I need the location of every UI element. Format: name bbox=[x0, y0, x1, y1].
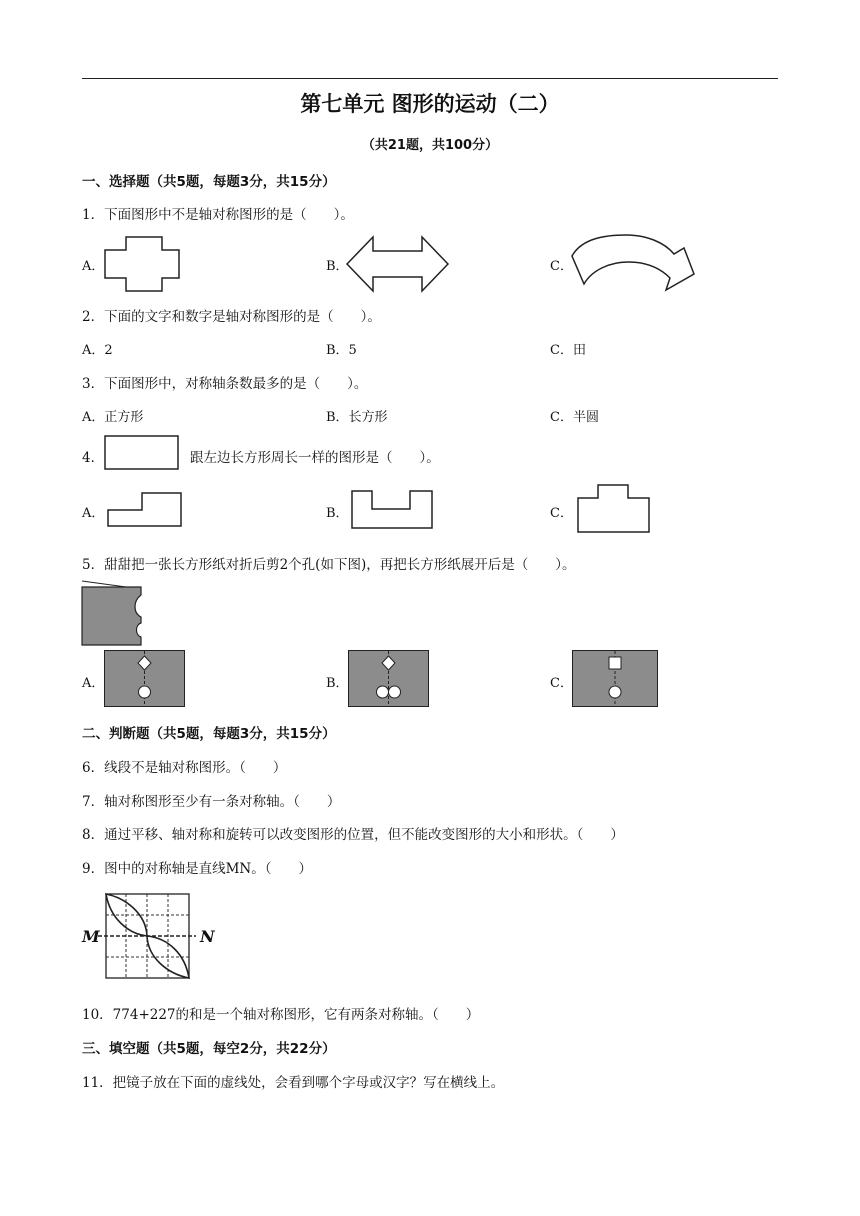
q5-option-a-paper bbox=[104, 650, 186, 708]
q4-step-shape bbox=[106, 491, 184, 529]
q1-option-a-label: A． bbox=[82, 259, 105, 274]
q4-number: 4． bbox=[82, 450, 105, 466]
section-heading-judge: 二、判断题（共5题，每题3分，共15分） bbox=[82, 726, 336, 742]
q4-option-c-label: C． bbox=[550, 506, 573, 521]
q1-option-b-label: B． bbox=[326, 259, 349, 274]
q2-option-c: C．田 bbox=[550, 343, 586, 358]
q4-notch-shape bbox=[350, 489, 434, 531]
header-rule bbox=[82, 78, 778, 79]
question-8: 8．通过平移、轴对称和旋转可以改变图形的位置，但不能改变图形的大小和形状。（ ） bbox=[82, 827, 624, 843]
question-7: 7．轴对称图形至少有一条对称轴。（ ） bbox=[82, 794, 341, 810]
q4-raised-shape bbox=[576, 483, 652, 535]
q1-cross-shape bbox=[104, 236, 184, 292]
q3-option-c: C．半圆 bbox=[550, 410, 599, 425]
question-1: 1．下面图形中不是轴对称图形的是（ ）。 bbox=[82, 207, 354, 223]
question-4: 跟左边长方形周长一样的图形是（ ）。 bbox=[190, 450, 440, 466]
page-subtitle: （共21题，共100分） bbox=[361, 138, 499, 153]
q5-option-a-label: A． bbox=[82, 676, 105, 691]
question-9: 9．图中的对称轴是直线MN。（ ） bbox=[82, 861, 312, 877]
q1-option-c-label: C． bbox=[550, 259, 573, 274]
q9-label-m: M bbox=[82, 927, 100, 946]
q5-option-c-label: C． bbox=[550, 676, 573, 691]
q4-option-a-label: A． bbox=[82, 506, 105, 521]
q2-option-b: B．5 bbox=[326, 343, 357, 358]
section-heading-fill: 三、填空题（共5题，每空2分，共22分） bbox=[82, 1041, 336, 1057]
q9-label-n: N bbox=[200, 927, 215, 946]
q4-reference-rectangle bbox=[104, 435, 180, 471]
q2-option-a: A．2 bbox=[82, 343, 113, 358]
q5-option-c-paper bbox=[572, 650, 660, 708]
q5-folded-paper bbox=[81, 579, 153, 647]
question-10: 10．774+227的和是一个轴对称图形，它有两条对称轴。（ ） bbox=[82, 1007, 480, 1023]
q4-option-b-label: B． bbox=[326, 506, 349, 521]
question-11: 11．把镜子放在下面的虚线处，会看到哪个字母或汉字？写在横线上。 bbox=[82, 1075, 505, 1091]
q3-option-a: A．正方形 bbox=[82, 410, 144, 425]
page-title: 第七单元 图形的运动（二） bbox=[300, 92, 560, 116]
q3-option-b: B．长方形 bbox=[326, 410, 388, 425]
question-3: 3．下面图形中，对称轴条数最多的是（ ）。 bbox=[82, 376, 368, 392]
q5-option-b-label: B． bbox=[326, 676, 349, 691]
q5-option-b-paper bbox=[348, 650, 430, 708]
q9-grid-figure bbox=[82, 892, 222, 982]
q1-double-arrow-shape bbox=[346, 236, 450, 292]
section-heading-choice: 一、选择题（共5题，每题3分，共15分） bbox=[82, 174, 336, 190]
question-2: 2．下面的文字和数字是轴对称图形的是（ ）。 bbox=[82, 309, 381, 325]
question-5: 5．甜甜把一张长方形纸对折后剪2个孔(如下图)，再把长方形纸展开后是（ ）。 bbox=[82, 557, 576, 573]
q1-curved-arrow-shape bbox=[570, 234, 698, 292]
question-6: 6．线段不是轴对称图形。（ ） bbox=[82, 760, 287, 776]
